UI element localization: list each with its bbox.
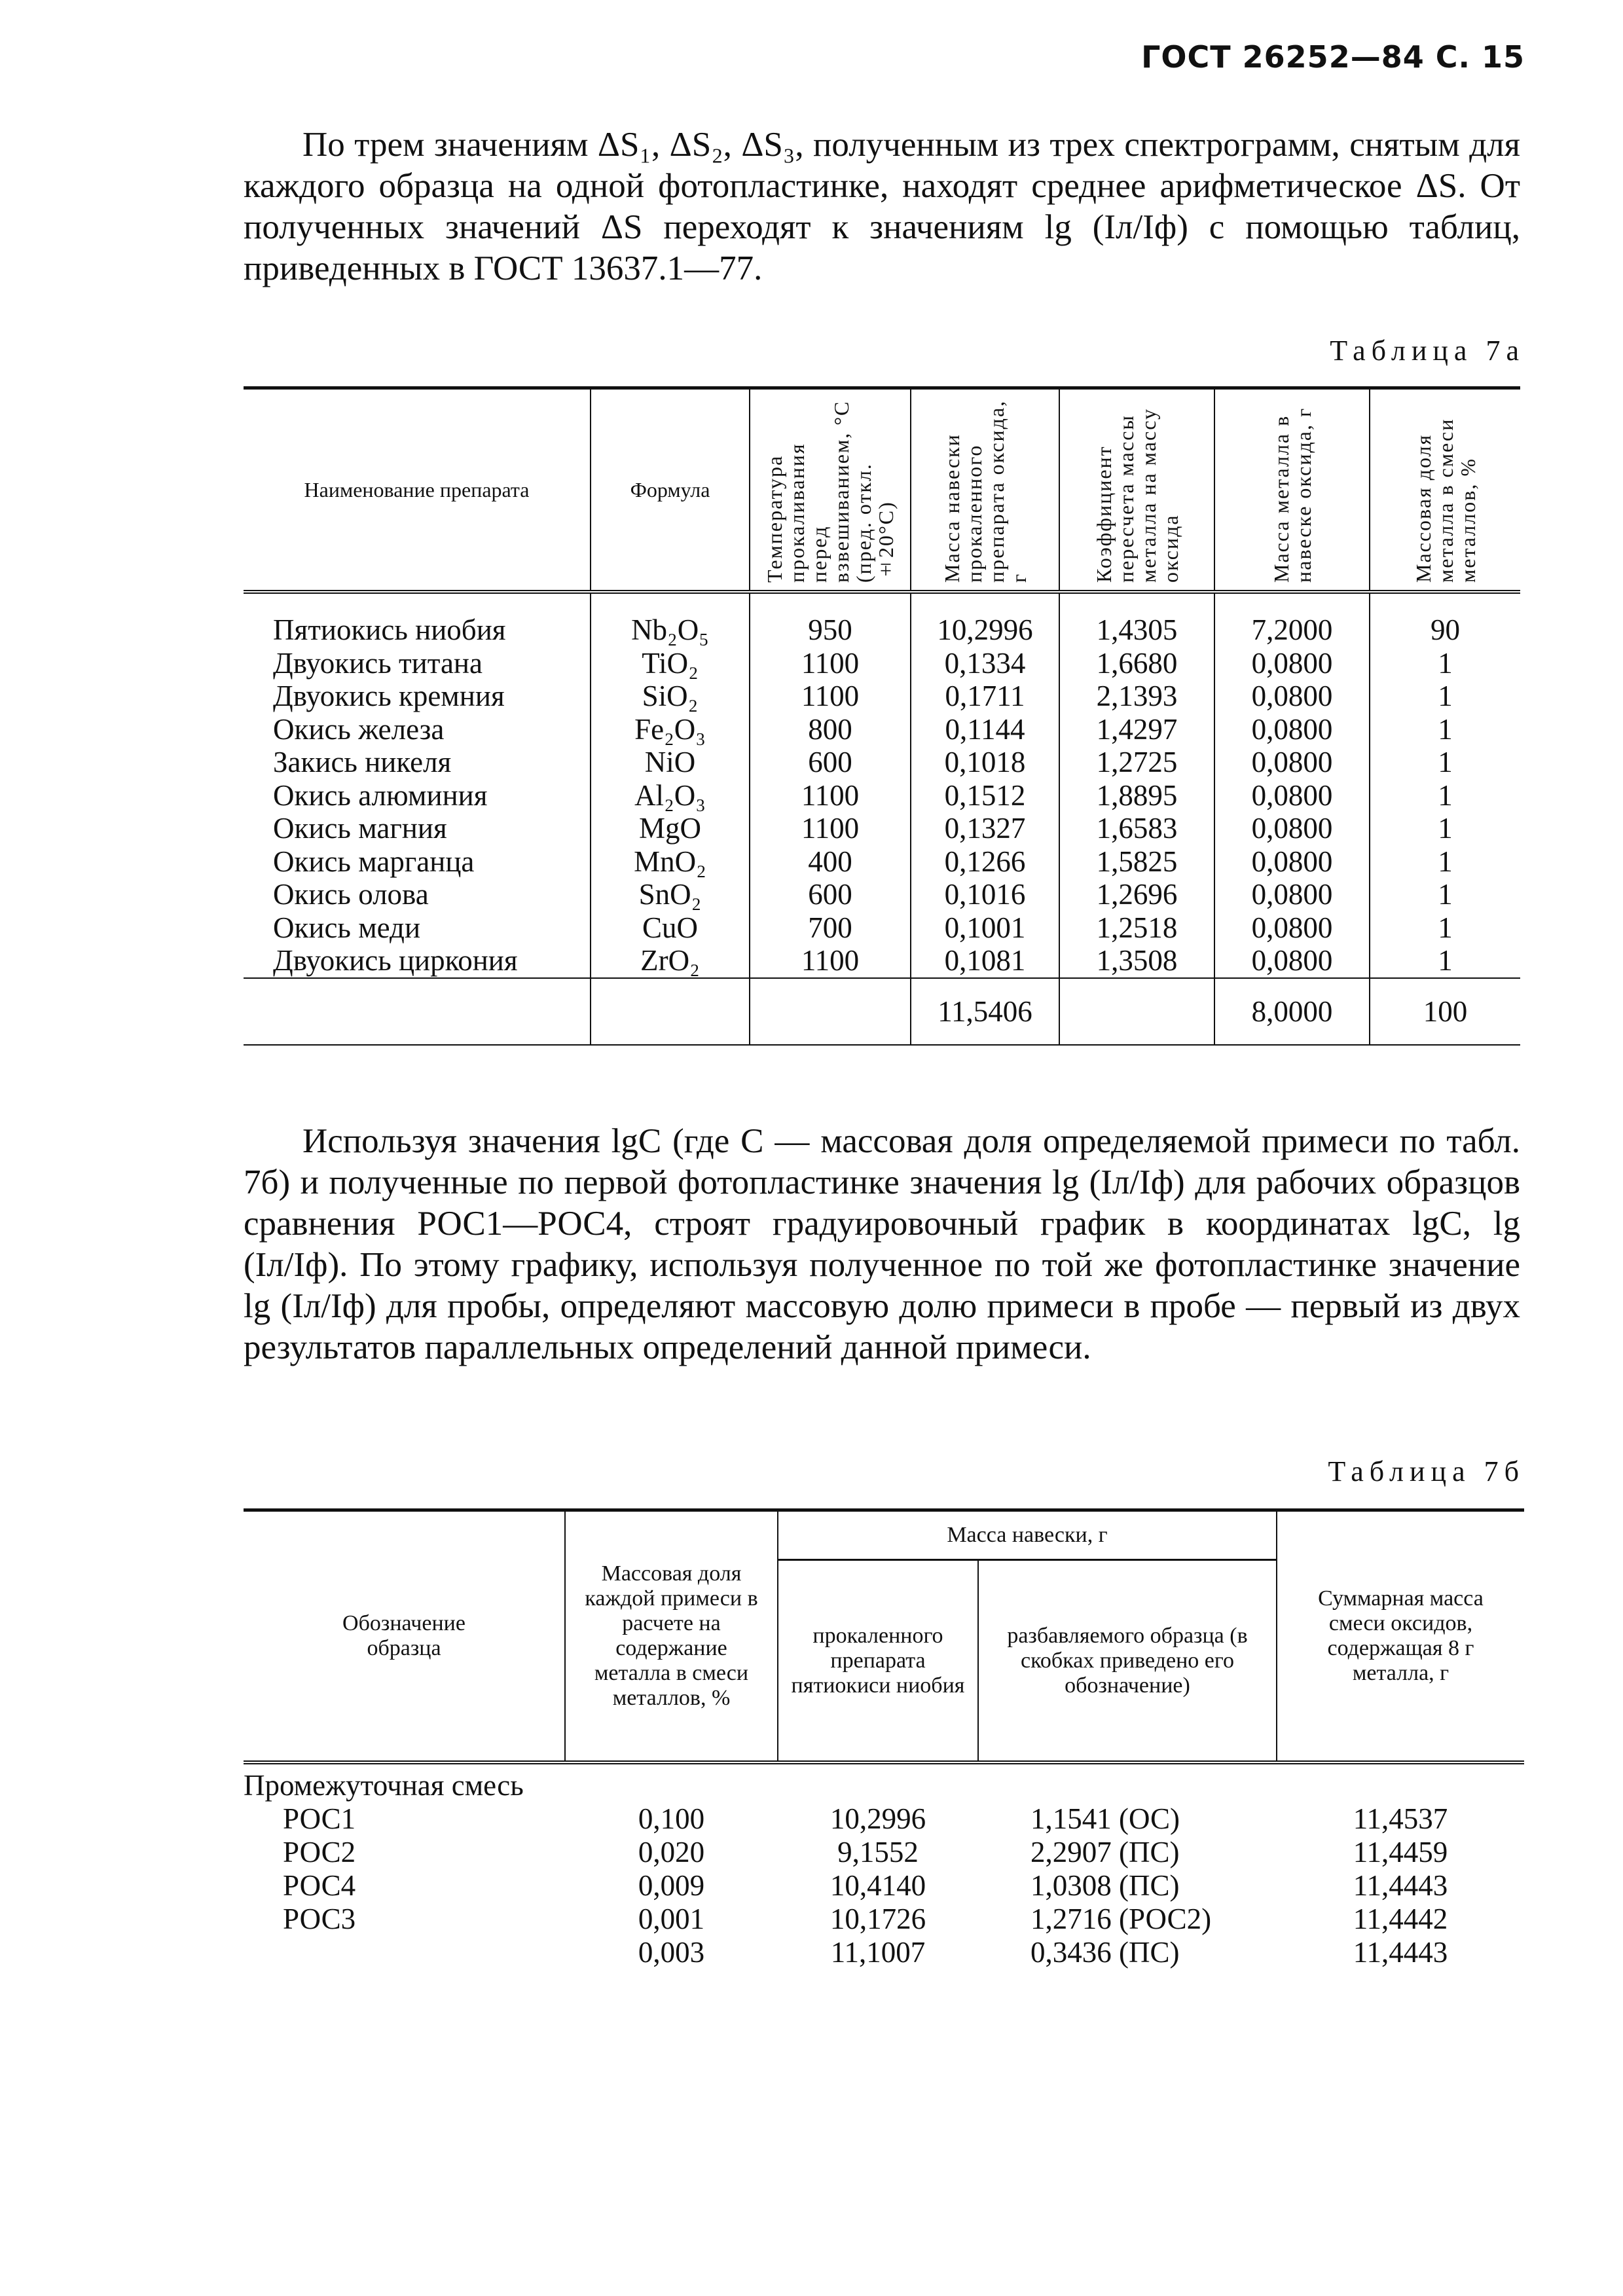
- table-cell: 0,1512: [944, 778, 1026, 812]
- table-cell: Двуокись циркония: [273, 944, 518, 977]
- paragraph-2: Используя значения lgC (где C — массовая доля определяемой примеси по табл. 7б) и полученные по первой фотопластинке значения lg (Iл/Iф) для рабочих образцов сравнения РОС1—РОС4, строят градуировочный график в координатах lgC, lg (Iл/Iф). По этому графику, используя полученное по той же фотопластинке значение lg (Iл/Iф) для пробы, определяют массовую долю примеси в пробе — первый из двух результатов параллельных определений данной примеси.: [244, 1122, 1520, 1366]
- table-cell: 1: [1438, 845, 1453, 878]
- diluted-mass-column: [978, 1762, 1277, 1969]
- table-cell: 1: [1438, 812, 1453, 845]
- table-cell: 0,0800: [1251, 944, 1333, 977]
- table-cell: 1,3508: [1096, 944, 1178, 977]
- table-7b: [244, 1508, 1524, 1969]
- table-cell: 10,2996: [937, 613, 1033, 646]
- table-cell: Окись алюминия: [273, 778, 488, 812]
- table-cell: Al₂O₃: [634, 778, 706, 812]
- table-cell: 1,0308 (ПС): [1030, 1869, 1180, 1902]
- table-7a-header: [244, 388, 1520, 592]
- table-cell: 11,1007: [830, 1936, 926, 1969]
- table-cell: Двуокись титана: [273, 646, 483, 680]
- table-cell: 0,0800: [1251, 878, 1333, 911]
- table-cell: 1,4297: [1096, 712, 1178, 746]
- table-7a: [244, 386, 1520, 1046]
- table-cell: 1: [1438, 944, 1453, 977]
- table-cell: 0,1327: [944, 812, 1026, 845]
- table-cell: 1100: [801, 646, 860, 680]
- table-7a-body: [244, 592, 1520, 978]
- table-cell: 1,2518: [1096, 911, 1178, 944]
- col-header: разбавляемого образца (в скобках приведено его обозначение): [978, 1560, 1277, 1763]
- table-cell: MgO: [638, 812, 701, 845]
- table-cell: Nb₂O₅: [631, 613, 709, 646]
- table-cell: 90: [1431, 613, 1460, 646]
- col-header: Масса металла в навеске оксида, г: [1269, 407, 1315, 583]
- col-header: Массовая доля металла в смеси металлов, %: [1411, 418, 1480, 583]
- table-cell: Пятиокись ниобия: [273, 613, 506, 646]
- table-cell: Промежуточная смесь: [244, 1769, 524, 1802]
- table-cell: 0,1081: [944, 944, 1026, 977]
- table-cell: 0,001: [638, 1903, 705, 1935]
- table-cell: 0,0800: [1251, 746, 1333, 778]
- table-cell: 10,4140: [830, 1869, 926, 1902]
- table-cell: 1,1541 (ОС): [1030, 1802, 1180, 1835]
- table-cell: 1100: [801, 944, 860, 977]
- table-cell: 11,4443: [1353, 1869, 1448, 1902]
- table-cell: РОС3: [283, 1903, 356, 1935]
- coefficient-column: [1059, 592, 1214, 978]
- table-cell: SnO₂: [638, 878, 702, 911]
- table-cell: ZrO₂: [640, 944, 700, 977]
- table-cell: 0,0800: [1251, 712, 1333, 746]
- table-cell: Двуокись кремния: [273, 680, 505, 712]
- table-cell: 1100: [801, 778, 860, 812]
- table-cell: 1,2716 (РОС2): [1030, 1903, 1212, 1935]
- table-cell: 1100: [801, 812, 860, 845]
- table-cell: 0,0800: [1251, 680, 1333, 712]
- table-cell: 0,1016: [944, 878, 1026, 911]
- table-cell: 10,2996: [830, 1802, 926, 1835]
- mass-column: [911, 592, 1059, 978]
- table-cell: 400: [808, 845, 852, 878]
- table-cell: Окись олова: [273, 878, 429, 911]
- table-cell: 1: [1438, 646, 1453, 680]
- table-cell: 0,0800: [1251, 845, 1333, 878]
- table-cell: SiO₂: [642, 680, 699, 712]
- table-7a-caption: Таблица 7а: [1330, 335, 1525, 367]
- table-cell: 1: [1438, 746, 1453, 778]
- table-cell: 0,0800: [1251, 911, 1333, 944]
- col-header: Суммарная масса смеси оксидов, содержащая 8 г металла, г: [1277, 1510, 1524, 1763]
- table-cell: 1: [1438, 878, 1453, 911]
- share-column: [1370, 592, 1520, 978]
- col-header: Формула: [591, 388, 750, 592]
- table-cell: 9,1552: [837, 1836, 919, 1868]
- table-cell: 0,1144: [945, 712, 1025, 746]
- table-cell: РОС1: [283, 1802, 356, 1835]
- table-cell: 0,003: [638, 1936, 705, 1969]
- table-cell: CuO: [642, 911, 698, 944]
- table-cell: 1,2696: [1096, 878, 1178, 911]
- table-cell: 0,1334: [944, 646, 1026, 680]
- table-7b-caption: Таблица 7б: [1328, 1455, 1525, 1487]
- formula-column: [591, 592, 750, 978]
- table-cell: TiO₂: [642, 646, 699, 680]
- table-cell: 0,1001: [944, 911, 1026, 944]
- table-cell: 1,6680: [1096, 646, 1178, 680]
- table-cell: 0,0800: [1251, 812, 1333, 845]
- col-header: Наименование препарата: [244, 388, 591, 592]
- share-column: [565, 1762, 778, 1969]
- table-cell: 600: [808, 746, 852, 778]
- table-cell: РОС4: [283, 1869, 356, 1902]
- table-cell: Окись меди: [273, 911, 421, 944]
- table-cell: 1,2725: [1096, 746, 1178, 778]
- table-cell: 1,4305: [1096, 613, 1178, 646]
- table-7b-body: [244, 1762, 1524, 1969]
- temperature-column: [750, 592, 911, 978]
- table-cell: 1,6583: [1096, 812, 1178, 845]
- table-cell: 7,2000: [1251, 613, 1333, 646]
- page-header: ГОСТ 26252—84 С. 15: [1141, 39, 1525, 75]
- table-cell: 0,020: [638, 1836, 705, 1868]
- table-cell: 0,1711: [945, 680, 1025, 712]
- table-cell: 10,1726: [830, 1903, 926, 1935]
- col-header: прокаленного препарата пятиокиси ниобия: [778, 1560, 978, 1763]
- table-7a-totals: [244, 978, 1520, 1045]
- col-header: Масса навески прокаленного препарата оксида, г: [939, 399, 1030, 583]
- table-cell: 0,009: [638, 1869, 705, 1902]
- table-cell: 800: [808, 712, 852, 746]
- col-group-header: Масса навески, г: [778, 1510, 1277, 1560]
- table-cell: 11,4537: [1353, 1802, 1448, 1835]
- table-cell: 1: [1438, 680, 1453, 712]
- col-header: Коэффициент пересчета массы металла на массу оксида: [1091, 407, 1182, 583]
- total-mass: 11,5406: [911, 978, 1059, 1045]
- table-cell: 1,5825: [1096, 845, 1178, 878]
- table-cell: 11,4443: [1353, 1936, 1448, 1969]
- table-cell: 0,3436 (ПС): [1030, 1936, 1180, 1969]
- table-cell: Окись магния: [273, 812, 447, 845]
- table-cell: 0,1266: [944, 845, 1026, 878]
- niobium-mass-column: [778, 1762, 978, 1969]
- table-cell: 0,1018: [944, 746, 1026, 778]
- total-share: 100: [1370, 978, 1520, 1045]
- table-cell: 1100: [801, 680, 860, 712]
- col-header: Обозначение образца: [244, 1510, 565, 1763]
- table-cell: 1,8895: [1096, 778, 1178, 812]
- sample-column: [244, 1762, 565, 1969]
- table-cell: Окись марганца: [273, 845, 475, 878]
- table-cell: 1: [1438, 712, 1453, 746]
- table-cell: Закись никеля: [273, 746, 452, 778]
- table-cell: 0,0800: [1251, 646, 1333, 680]
- table-cell: 1: [1438, 778, 1453, 812]
- table-cell: РОС2: [283, 1836, 356, 1868]
- table-cell: NiO: [644, 746, 696, 778]
- table-cell: 0,0800: [1251, 778, 1333, 812]
- table-cell: 2,1393: [1096, 680, 1178, 712]
- col-header: Массовая доля каждой примеси в расчете на содержание металла в смеси металлов, %: [565, 1510, 778, 1763]
- metal-mass-column: [1214, 592, 1370, 978]
- paragraph-1: По трем значениям ΔS₁, ΔS₂, ΔS₃, полученным из трех спектрограмм, снятым для каждого образца на одной фотопластинке, находят среднее арифметическое ΔS. От полученных значений ΔS переходят к значениям lg (Iл/Iф) с помощью таблиц, приведенных в ГОСТ 13637.1—77.: [244, 126, 1520, 287]
- table-cell: Окись железа: [273, 712, 445, 746]
- table-cell: 11,4459: [1353, 1836, 1448, 1868]
- table-cell: 600: [808, 878, 852, 911]
- table-cell: 700: [808, 911, 852, 944]
- table-cell: 2,2907 (ПС): [1030, 1836, 1180, 1868]
- table-cell: 1: [1438, 911, 1453, 944]
- name-column: [244, 592, 591, 978]
- total-mass-column: [1277, 1762, 1524, 1969]
- table-cell: 11,4442: [1353, 1903, 1448, 1935]
- table-cell: 0,100: [638, 1802, 705, 1835]
- table-cell: 950: [808, 613, 852, 646]
- col-header: Температура прокаливания перед взвешиванием, °С (пред. откл. ±20°С): [763, 400, 898, 583]
- table-cell: Fe₂O₃: [634, 712, 706, 746]
- table-cell: MnO₂: [634, 845, 706, 878]
- total-metal: 8,0000: [1214, 978, 1370, 1045]
